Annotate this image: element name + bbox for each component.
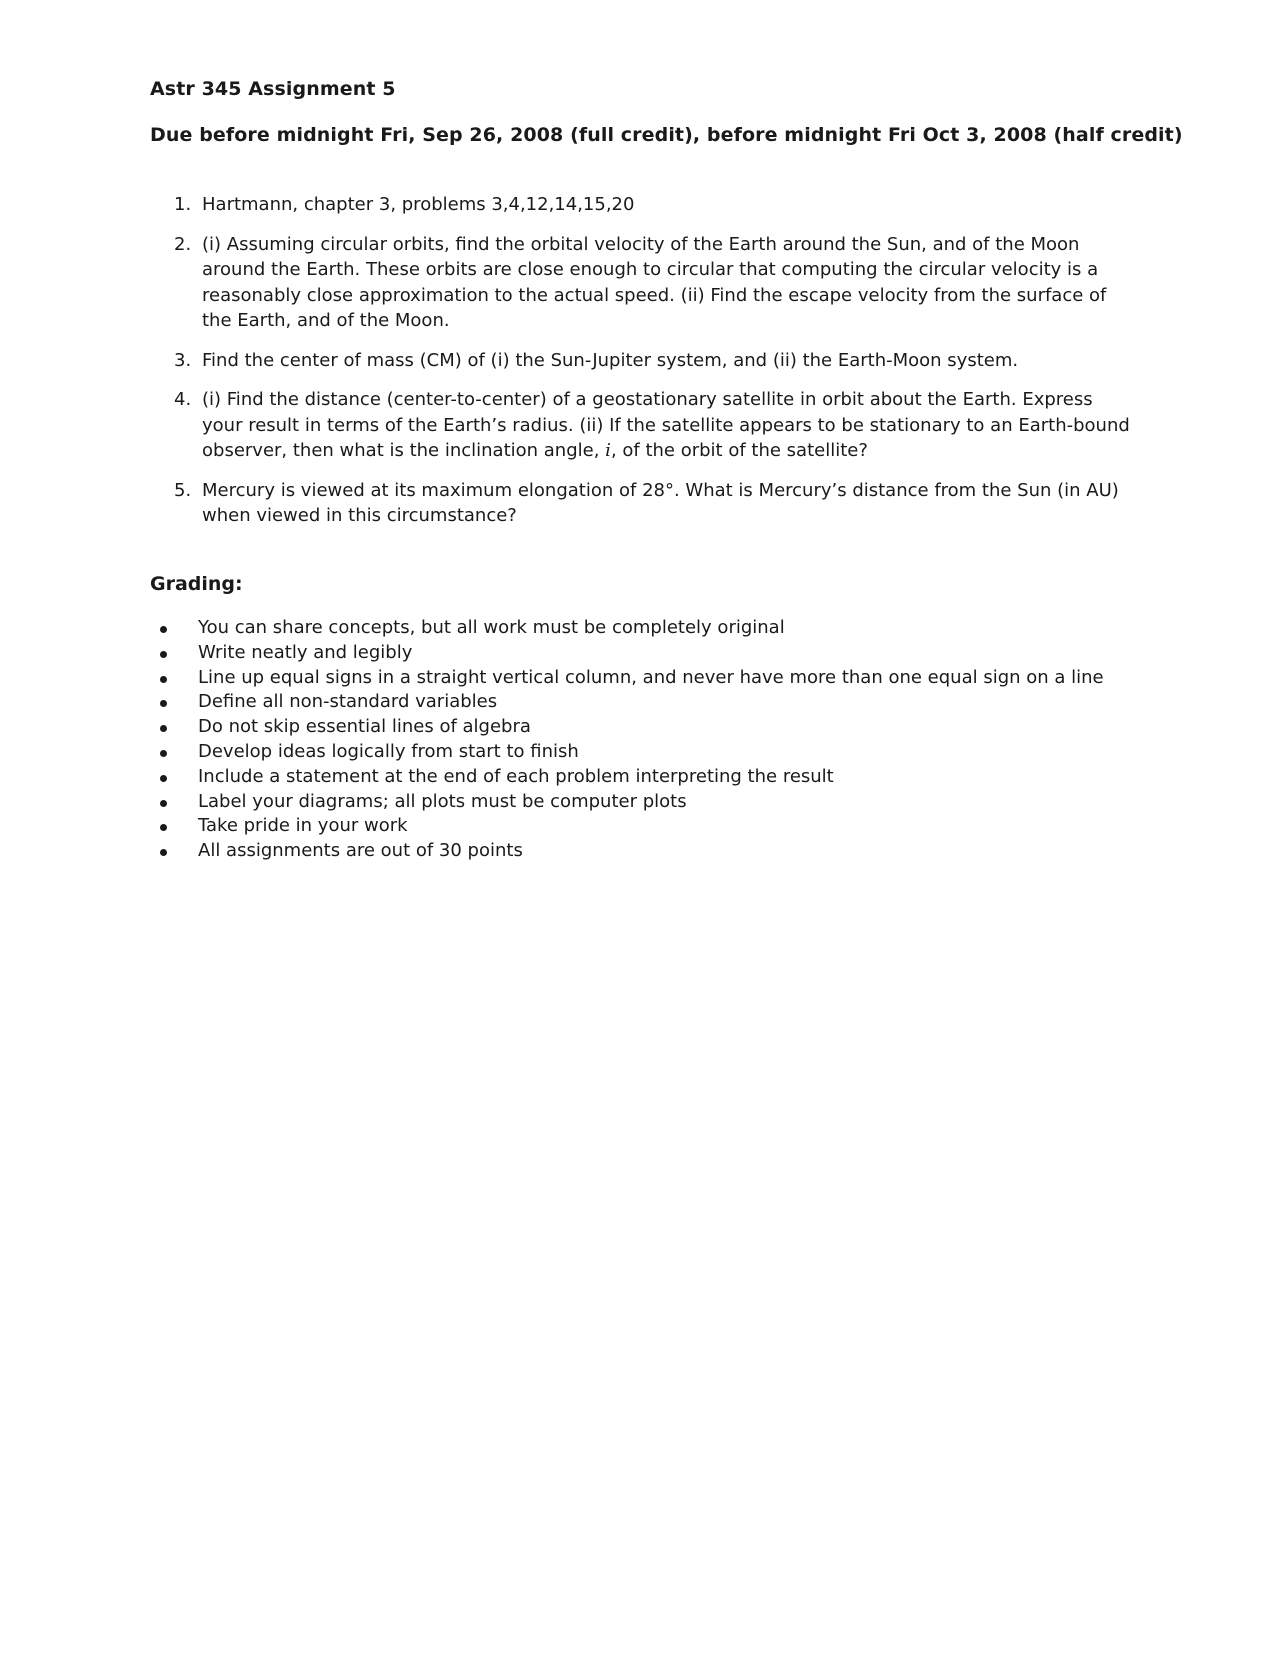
due-date-line: Due before midnight Fri, Sep 26, 2008 (full credit), before midnight Fri Oct 3, 2008 (half credit) — [150, 124, 1183, 146]
problem-item — [174, 387, 1134, 464]
bullet-icon — [160, 849, 167, 856]
bullet-icon — [160, 651, 167, 658]
problem-number: 5. — [174, 479, 192, 501]
grading-item-text: Label your diagrams; all plots must be computer plots — [198, 790, 687, 812]
grading-heading: Grading: — [150, 573, 243, 595]
grading-item — [158, 616, 1118, 641]
problem-text-before: (i) Find the distance (center-to-center) of a geostationary satellite in orbit about the Earth. Express your result in terms of the Earth’s radius. (ii) If the satellite appears to be stationary to an Earth-bound observer, then what is the inclination angle, — [202, 389, 1130, 461]
problem-number: 4. — [174, 389, 192, 410]
problem-number: 1. — [174, 194, 192, 215]
bullet-icon — [160, 750, 167, 757]
problem-text-after: , of the orbit of the satellite? — [610, 440, 868, 461]
problem-text — [202, 389, 1130, 461]
problem-number: 2. — [174, 233, 192, 255]
bullet-icon — [160, 676, 167, 683]
bullet-icon — [160, 775, 167, 782]
grading-item-text: Line up equal signs in a straight vertical column, and never have more than one equal sign on a line — [198, 666, 1104, 688]
grading-item-text: Define all non-standard variables — [198, 691, 498, 713]
problem-item — [174, 192, 1134, 218]
grading-item-text: All assignments are out of 30 points — [198, 840, 523, 862]
grading-item-text: You can share concepts, but all work must be completely original — [198, 617, 785, 638]
bullet-icon — [160, 626, 167, 633]
problem-list — [174, 192, 1134, 543]
problem-item — [174, 348, 1134, 374]
grading-list — [158, 616, 1118, 864]
problem-text: (i) Assuming circular orbits, find the orbital velocity of the Earth around the Sun, and of the Moon around the Earth. These orbits are close enough to circular that computing the circular velocity is a reasonably close approximation to the actual speed. (ii) Find the escape velocity from the surface of the Earth, and of the Moon. — [202, 233, 1107, 331]
problem-text: Find the center of mass (CM) of (i) the Sun-Jupiter system, and (ii) the Earth-Moon system. — [202, 349, 1019, 371]
grading-item — [158, 790, 1118, 815]
grading-item — [158, 690, 1118, 715]
bullet-icon — [160, 824, 167, 831]
inclination-variable: i — [605, 440, 611, 461]
grading-item-text: Develop ideas logically from start to finish — [198, 740, 579, 762]
grading-item — [158, 715, 1118, 740]
grading-item — [158, 814, 1118, 839]
grading-item — [158, 740, 1118, 765]
problem-item — [174, 478, 1134, 529]
grading-item — [158, 839, 1118, 864]
bullet-icon — [160, 725, 167, 732]
grading-item — [158, 666, 1118, 691]
problem-text: Hartmann, chapter 3, problems 3,4,12,14,15,20 — [202, 194, 635, 215]
bullet-icon — [160, 800, 167, 807]
grading-item — [158, 641, 1118, 666]
grading-item-text: Write neatly and legibly — [198, 641, 413, 663]
problem-text: Mercury is viewed at its maximum elongation of 28°. What is Mercury’s distance from the Sun (in AU) when viewed in this circumstance? — [202, 479, 1119, 526]
problem-number: 3. — [174, 349, 192, 371]
assignment-title: Astr 345 Assignment 5 — [150, 78, 396, 100]
grading-item-text: Take pride in your work — [198, 815, 408, 837]
grading-item-text: Include a statement at the end of each problem interpreting the result — [198, 765, 834, 787]
problem-item — [174, 232, 1134, 334]
grading-item-text: Do not skip essential lines of algebra — [198, 716, 531, 738]
grading-item — [158, 765, 1118, 790]
bullet-icon — [160, 700, 167, 707]
